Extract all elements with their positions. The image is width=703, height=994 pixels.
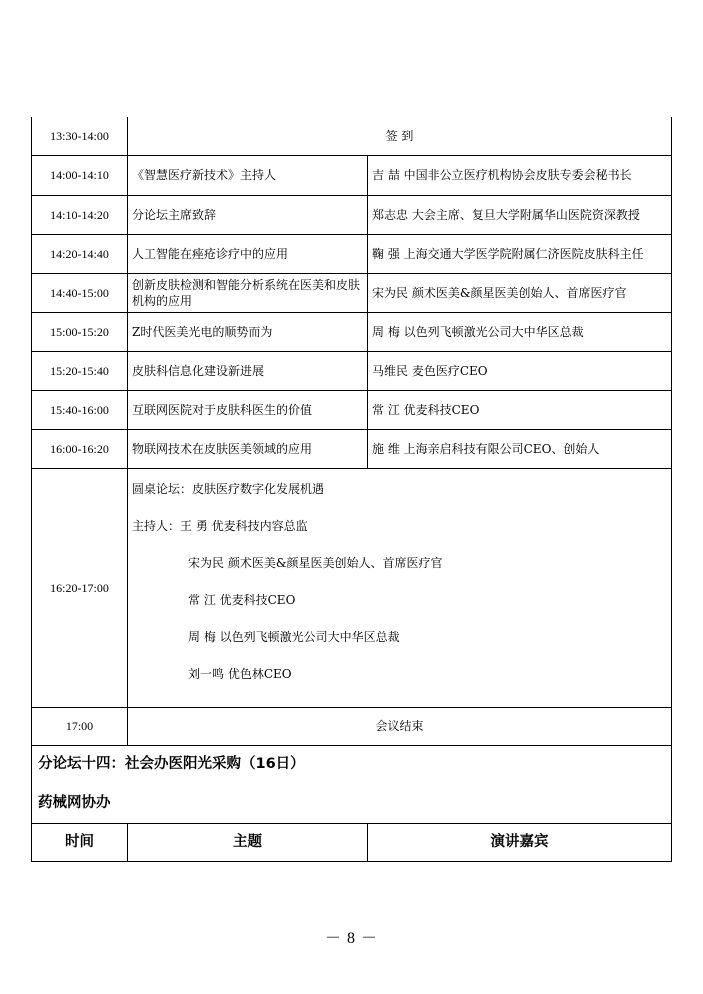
roundtable-row [32, 468, 672, 707]
time-cell: 13:30-14:00 [32, 117, 128, 155]
table-row [32, 195, 672, 234]
panelist-item: 宋为民 颜术医美&颜星医美创始人、首席医疗官 [188, 555, 443, 570]
section-organizer-row [32, 783, 672, 823]
speaker-cell: 鞠 强 上海交通大学医学院附属仁济医院皮肤科主任 [368, 234, 672, 273]
topic-cell: Z时代医美光电的顺势而为 [128, 312, 368, 351]
time-cell: 15:00-15:20 [32, 312, 128, 351]
panelist-item: 周 梅 以色列飞顿激光公司大中华区总裁 [188, 629, 400, 644]
table-row [32, 273, 672, 312]
time-cell: 16:20-17:00 [32, 468, 128, 707]
topic-cell: 物联网技术在皮肤医美领域的应用 [128, 429, 368, 468]
topic-cell: 皮肤科信息化建设新进展 [128, 351, 368, 390]
time-cell: 14:20-14:40 [32, 234, 128, 273]
time-cell: 16:00-16:20 [32, 429, 128, 468]
speaker-cell: 郑志忠 大会主席、复旦大学附属华山医院资深教授 [368, 195, 672, 234]
speaker-cell: 施 维 上海亲启科技有限公司CEO、创始人 [368, 429, 672, 468]
topic-cell: 互联网医院对于皮肤科医生的价值 [128, 390, 368, 429]
topic-cell: 创新皮肤检测和智能分析系统在医美和皮肤机构的应用 [128, 273, 368, 312]
roundtable-host: 主持人：王 勇 优麦科技内容总监 [132, 518, 308, 533]
table-row [32, 390, 672, 429]
signin-cell: 签 到 [128, 117, 672, 155]
speaker-cell: 马维民 麦色医疗CEO [368, 351, 672, 390]
speaker-cell: 吉 喆 中国非公立医疗机构协会皮肤专委会秘书长 [368, 155, 672, 195]
speaker-cell: 常 江 优麦科技CEO [368, 390, 672, 429]
topic-cell: 《智慧医疗新技术》主持人 [128, 155, 368, 195]
section-organizer: 药械网协办 [32, 783, 672, 823]
panelist-item: 刘一鸣 优色林CEO [188, 666, 292, 681]
header-speaker: 演讲嘉宾 [368, 823, 672, 861]
header-time: 时间 [32, 823, 128, 861]
table-row [32, 155, 672, 195]
table-row [32, 707, 672, 745]
panelist-item: 常 江 优麦科技CEO [188, 592, 296, 607]
table-header-row [32, 823, 672, 861]
time-cell: 15:20-15:40 [32, 351, 128, 390]
roundtable-cell [128, 468, 672, 707]
topic-cell: 人工智能在痤疮诊疗中的应用 [128, 234, 368, 273]
schedule-table [31, 117, 672, 862]
page-number: － 8 － [324, 930, 378, 947]
table-row [32, 312, 672, 351]
table-row [32, 429, 672, 468]
topic-cell: 分论坛主席致辞 [128, 195, 368, 234]
table-row [32, 234, 672, 273]
time-cell: 17:00 [32, 707, 128, 745]
section-title: 分论坛十四：社会办医阳光采购（16日） [32, 745, 672, 783]
time-cell: 14:40-15:00 [32, 273, 128, 312]
time-cell: 14:10-14:20 [32, 195, 128, 234]
table-row [32, 117, 672, 155]
time-cell: 14:00-14:10 [32, 155, 128, 195]
header-topic: 主题 [128, 823, 368, 861]
section-title-row [32, 745, 672, 783]
table-row [32, 351, 672, 390]
closing-cell: 会议结束 [128, 707, 672, 745]
speaker-cell: 周 梅 以色列飞顿激光公司大中华区总裁 [368, 312, 672, 351]
speaker-cell: 宋为民 颜术医美&颜星医美创始人、首席医疗官 [368, 273, 672, 312]
roundtable-title: 圆桌论坛：皮肤医疗数字化发展机遇 [132, 481, 325, 496]
time-cell: 15:40-16:00 [32, 390, 128, 429]
